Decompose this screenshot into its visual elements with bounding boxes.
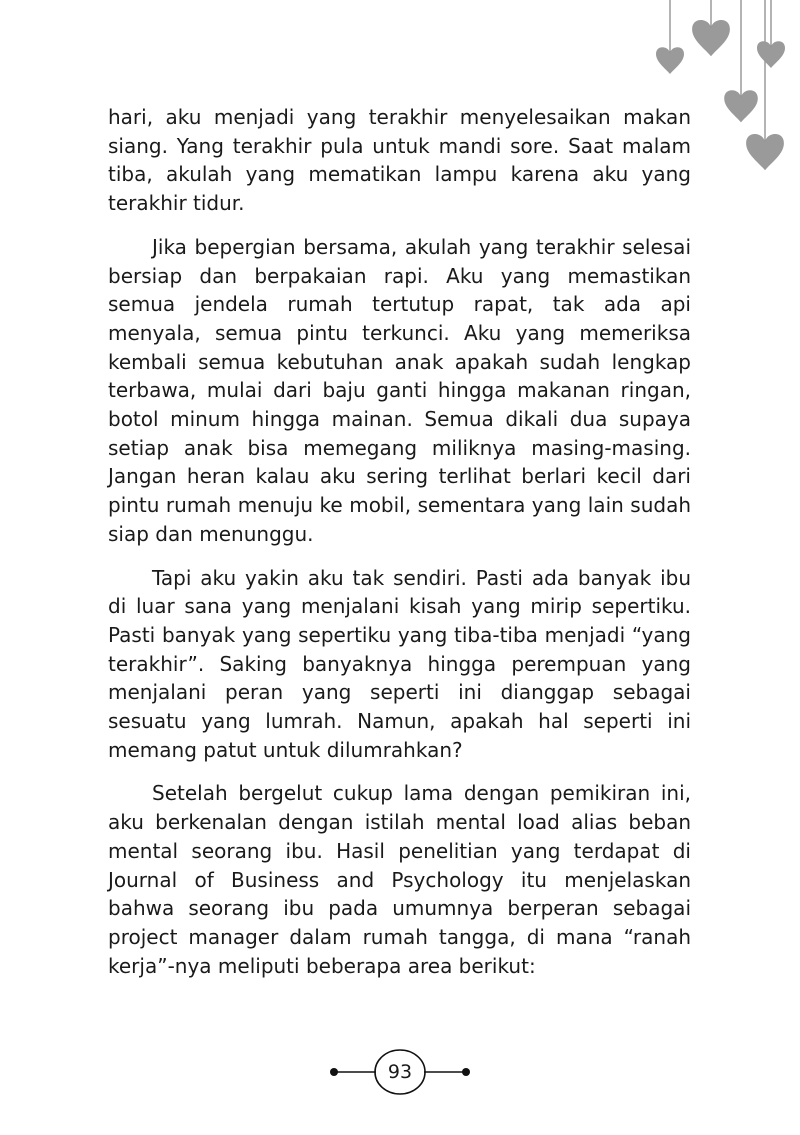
paragraph: hari, aku menjadi yang terakhir menyelesaikan makan siang. Yang terakhir pula untuk mandi sore. Saat malam tiba, akulah yang mematikan lampu karena aku yang terakhir tidur. bbox=[108, 105, 691, 216]
paragraph: Jika bepergian bersama, akulah yang terakhir selesai bersiap dan berpakaian rapi. Aku yang memastikan semua jendela rumah tertutup rapat, tak ada api menyala, semua pintu terkunci. Aku yang memeriksa kembali semua kebutuhan anak apakah sudah lengkap terbawa, mulai dari baju ganti hingga makanan ringan, botol minum hingga mainan. Semua dikali dua supaya setiap anak bisa memegang miliknya masing-masing. Jangan heran kalau aku sering terlihat berlari kecil dari pintu rumah menuju ke mobil, sementara yang lain sudah siap dan menunggu. bbox=[108, 234, 691, 546]
paragraph: Tapi aku yakin aku tak sendiri. Pasti ada banyak ibu di luar sana yang menjalani kisah yang mirip sepertiku. Pasti banyak yang sepertiku yang tiba-tiba menjadi “yang terakhir”. Saking banyaknya hingga perempuan yang menjalani peran yang seperti ini dianggap sebagai sesuatu yang lumrah. Namun, apakah hal seperti ini memang patut untuk dilumrahkan? bbox=[108, 565, 691, 762]
footer-dot-right bbox=[462, 1068, 470, 1076]
page-number: 93 bbox=[387, 1061, 413, 1083]
paragraph: Setelah bergelut cukup lama dengan pemikiran ini, aku berkenalan dengan istilah mental load alias beban mental seorang ibu. Hasil penelitian yang terdapat di Journal of Business and Psychology itu menjelaskan bahwa seorang ibu pada umumnya berperan sebagai project manager dalam rumah tangga, di mana “ranah kerja”-nya meliputi beberapa area berikut: bbox=[108, 781, 691, 978]
page-footer bbox=[320, 1040, 480, 1104]
body-text bbox=[108, 103, 691, 995]
